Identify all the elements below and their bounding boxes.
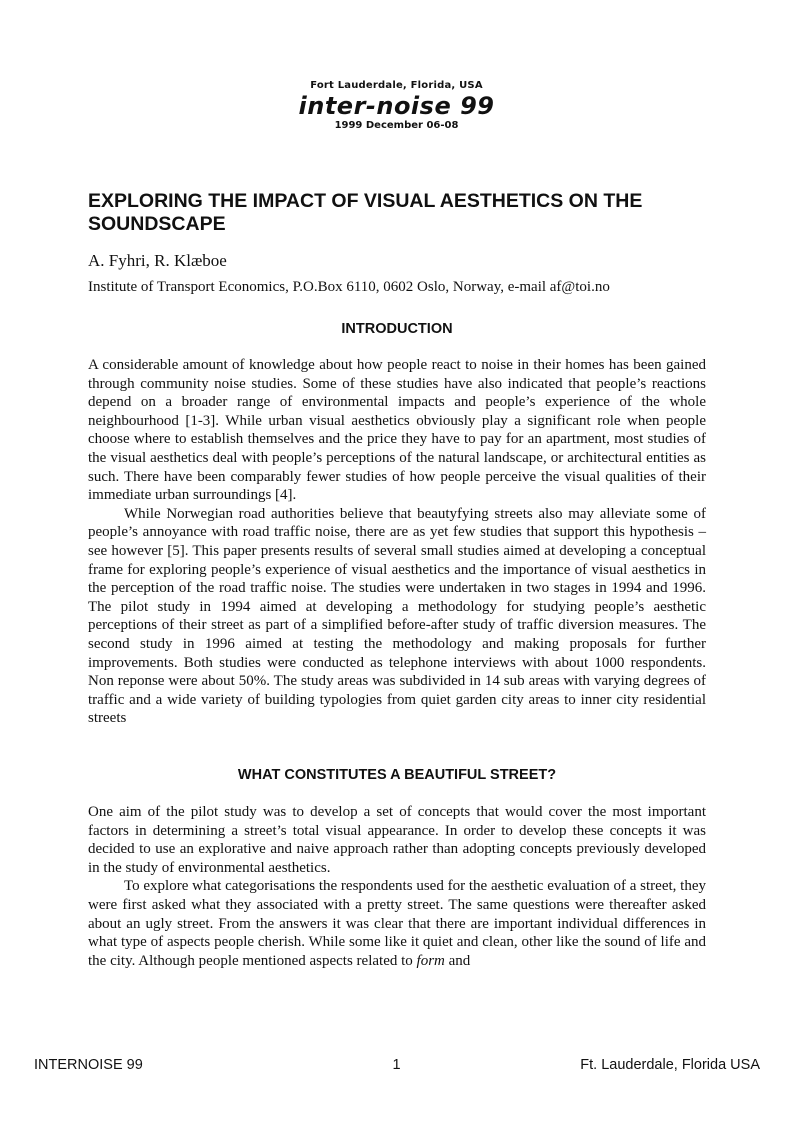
paragraph-text: To explore what categorisations the respondents used for the aesthetic evaluation of a street, they were first asked what they associated with a pretty street. The same questions were thereafter asked about an ugly street. From the answers it was clear that there are important individual differences in what type of aspects people cherish. While some like it quiet and clean, other like the sound of life and the city. Although people mentioned aspects related to bbox=[88, 878, 706, 969]
beautiful-street-heading: WHAT CONSTITUTES A BEAUTIFUL STREET? bbox=[237, 767, 557, 783]
conference-dates: 1999 December 06-08 bbox=[334, 120, 459, 131]
introduction-body bbox=[88, 356, 706, 728]
beautiful-street-paragraph: One aim of the pilot study was to develop a set of concepts that would cover the most important factors in determining a street’s total visual appearance. In order to develop these concepts it was decided to use an explorative and naive approach rather than adopting concepts previously developed in the study of environmental aesthetics. bbox=[88, 804, 706, 876]
paper-affiliation: Institute of Transport Economics, P.O.Box 6110, 0602 Oslo, Norway, e-mail af@toi.no bbox=[88, 279, 610, 295]
introduction-paragraph: While Norwegian road authorities believe that beautyfying streets also may alleviate some of people’s annoyance with road traffic noise, there are as yet few studies that support this hypothesis – see however [5]. This paper presents results of several small studies aimed at developing a conceptual frame for exploring people’s experience of visual aesthetics and the importance of visual aesthetics in the perception of the road traffic noise. The studies were undertaken in two stages in 1994 and 1996. The pilot study in 1994 aimed at developing a methodology for studying people’s aesthetic perceptions of their street as part of a simplified before-after study of traffic diversion measures. The second study in 1996 aimed at testing the methodology and making proposals for further improvements. Both studies were conducted as telephone interviews with about 1000 respondents. Non reponse were about 50%. The study areas was subdivided in 14 sub areas with varying degrees of traffic and a wide variety of building typologies from quiet garden city areas to inner city residential streets bbox=[88, 505, 706, 727]
emphasis-form: form bbox=[416, 952, 445, 969]
introduction-heading: INTRODUCTION bbox=[341, 321, 453, 337]
paragraph-tail: and bbox=[448, 952, 471, 969]
introduction-paragraph: A considerable amount of knowledge about how people react to noise in their homes has been gained through community noise studies. Some of these studies have also indicated that people’s reactions depend on a broader range of environmental impacts and people’s experience of the whole neighbourhood [1-3]. While urban visual aesthetics obviously play a significant role when people choose where to establish themselves and the price they have to pay for an apartment, most studies of the visual aesthetics deal with people’s perceptions of the natural landscape, or architectural entities as such. There have been comparably fewer studies of how people perceive the visual qualities of their immediate urban surroundings [4]. bbox=[88, 357, 706, 504]
footer-location: Ft. Lauderdale, Florida USA bbox=[580, 1057, 760, 1073]
beautiful-street-body bbox=[88, 803, 706, 970]
paper-authors: A. Fyhri, R. Klæboe bbox=[88, 251, 227, 270]
beautiful-street-paragraph bbox=[88, 877, 706, 970]
footer-conference: INTERNOISE 99 bbox=[34, 1057, 143, 1073]
footer-page-number: 1 bbox=[392, 1057, 401, 1073]
conference-location: Fort Lauderdale, Florida, USA bbox=[310, 80, 483, 91]
conference-logo: inter-noise 99 bbox=[298, 92, 495, 120]
conference-header bbox=[0, 80, 793, 131]
paper-title: EXPLORING THE IMPACT OF VISUAL AESTHETICS ON THE SOUNDSCAPE bbox=[88, 190, 643, 235]
